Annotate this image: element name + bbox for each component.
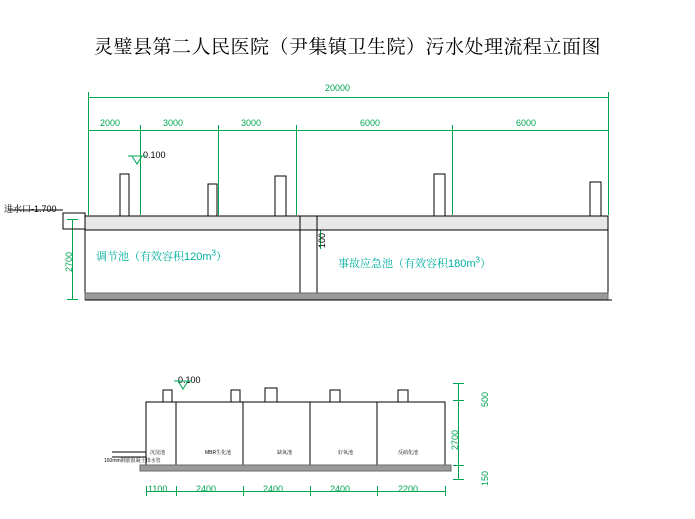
overall-dimension-line <box>88 97 608 98</box>
lower-bot-tick-4 <box>377 486 378 496</box>
tank-label-emergency <box>338 255 491 271</box>
lower-right-tick-3 <box>453 479 464 480</box>
lower-bot-tick-0 <box>146 486 147 496</box>
small-tank-label-3: 缺氧池 <box>277 450 293 456</box>
overall-dimension-label: 20000 <box>325 83 351 93</box>
lower-dim-label-500: 500 <box>480 391 490 407</box>
lower-bottom-label-4: 2400 <box>330 484 351 494</box>
lower-bottom-label-2: 2400 <box>196 484 217 494</box>
lower-bot-tick-2 <box>243 486 244 496</box>
small-tank-label-2: MBR生化池 <box>205 450 232 456</box>
elevation-marker-label-upper: 0.100 <box>143 150 166 160</box>
segment-label-1: 2000 <box>100 118 121 128</box>
seg-tick-0 <box>88 125 89 135</box>
wall-thickness-label: 100 <box>317 232 327 248</box>
tank-label-adjust-text: 调节池（有效容积120m <box>96 251 212 263</box>
guide-line-4 <box>452 135 453 215</box>
segment-label-5: 6000 <box>516 118 537 128</box>
depth-dim-tick-bottom <box>67 299 78 300</box>
guide-line-1 <box>140 135 141 215</box>
tank-label-adjust-suffix: ） <box>215 251 227 263</box>
guide-line-2 <box>218 135 219 215</box>
seg-tick-1 <box>140 125 141 135</box>
seg-tick-2 <box>218 125 219 135</box>
guide-line-3 <box>296 135 297 215</box>
inlet-label: 进水口-1.700 <box>4 204 57 214</box>
depth-dimension-label: 2700 <box>64 251 74 272</box>
tank-label-emergency-suffix: ） <box>479 258 491 270</box>
tank-label-adjust <box>96 248 227 264</box>
page-title: 灵璧县第二人民医院（尹集镇卫生院）污水处理流程立面图 <box>93 37 601 58</box>
segment-label-4: 6000 <box>360 118 381 128</box>
ext-line-left <box>88 97 89 215</box>
lower-bot-tick-5 <box>445 486 446 496</box>
lower-bottom-label-5: 2200 <box>398 484 419 494</box>
seg-tick-3 <box>296 125 297 135</box>
small-tank-label-5: 反硝化池 <box>398 450 419 456</box>
lower-bottom-label-3: 2400 <box>263 484 284 494</box>
tank-label-emergency-sup: 3 <box>475 255 480 265</box>
small-tank-label-1: 沉淀池 <box>150 450 166 456</box>
elevation-marker-label-lower: 0.100 <box>178 375 201 385</box>
segment-dimension-line <box>88 130 608 131</box>
depth-dim-tick-top <box>67 219 78 220</box>
seg-tick-4 <box>452 125 453 135</box>
ext-line-right <box>608 97 609 215</box>
small-tank-label-4: 好氧池 <box>338 450 354 456</box>
lower-bot-tick-3 <box>310 486 311 496</box>
lower-bottom-label-1: 1100 <box>148 484 168 494</box>
lower-right-tick-1 <box>453 400 464 401</box>
tank-label-adjust-sup: 3 <box>211 248 216 258</box>
lower-dim-label-2700: 2700 <box>450 429 460 450</box>
lower-right-tick-0 <box>453 383 464 384</box>
segment-label-2: 3000 <box>163 118 184 128</box>
seg-tick-5 <box>608 125 609 135</box>
tank-label-emergency-text: 事故应急池（有效容积180m <box>338 258 476 270</box>
pipe-label: 150mm钢筋混凝土排水管 <box>104 458 161 464</box>
lower-right-tick-2 <box>453 465 464 466</box>
lower-bot-tick-1 <box>176 486 177 496</box>
lower-dim-label-150: 150 <box>480 470 490 486</box>
segment-label-3: 3000 <box>241 118 262 128</box>
